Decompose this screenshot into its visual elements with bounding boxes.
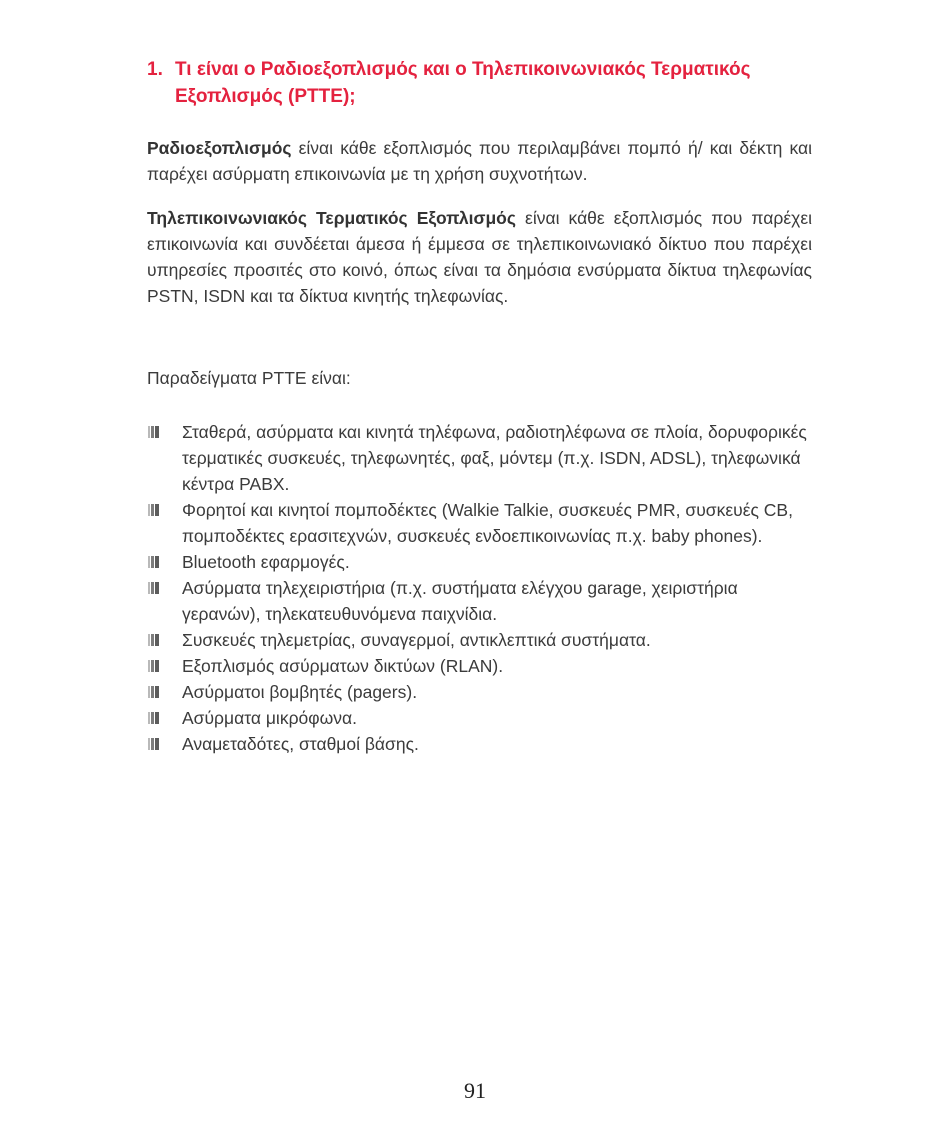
list-item [147,627,815,653]
bullet-icon [148,426,159,438]
page-number: 91 [464,1078,486,1103]
telecom-equipment-term: Τηλεπικοινωνιακός Τερματικός Εξοπλισμός [147,208,516,228]
list-item [147,575,815,627]
list-item-text: Ασύρματα μικρόφωνα. [182,708,357,728]
list-item [147,549,815,575]
list-item [147,497,815,549]
bullet-icon [148,712,159,724]
bullet-icon [148,556,159,568]
list-item-text: Σταθερά, ασύρματα και κινητά τηλέφωνα, ραδιοτηλέφωνα σε πλοία, δορυφορικές τερματικές συσκευές, τηλεφωνητές, φαξ, μόντεμ (π.χ. ISDN, ADSL), τηλεφωνικά κέντρα PABX. [182,422,807,494]
list-item-text: Συσκευές τηλεμετρίας, συναγερμοί, αντικλεπτικά συστήματα. [182,630,651,650]
list-item-text: Ασύρματα τηλεχειριστήρια (π.χ. συστήματα ελέγχου garage, χειριστήρια γερανών), τηλεκατευθυνόμενα παιχνίδια. [182,578,738,624]
bullet-icon [148,738,159,750]
list-item [147,705,815,731]
bullet-icon [148,660,159,672]
list-item-text: Ασύρματοι βομβητές (pagers). [182,682,418,702]
list-item [147,679,815,705]
list-item-text: Εξοπλισμός ασύρματων δικτύων (RLAN). [182,656,504,676]
telecom-equipment-definition [147,205,812,309]
radio-equipment-description: είναι κάθε εξοπλισμός που περιλαμβάνει πομπό ή/ και δέκτη και παρέχει ασύρματη επικοινωνία με τη χρήση συχνοτήτων. [147,138,812,184]
telecom-equipment-description: είναι κάθε εξοπλισμός που παρέχει επικοινωνία και συνδέεται άμεσα ή έμμεσα σε τηλεπικοινωνιακό δίκτυο που παρέχει υπηρεσίες προσιτές στο κοινό, όπως είναι τα δημόσια ενσύρματα δίκτυα τηλεφωνίας PSTN, ISDN και τα δίκτυα κινητής τηλεφωνίας. [147,208,813,306]
bullet-icon [148,686,159,698]
list-item [147,419,815,497]
bullet-icon [148,582,159,594]
list-item [147,731,815,757]
list-item-text: Φορητοί και κινητοί πομποδέκτες (Walkie Talkie, συσκευές PMR, συσκευές CB, πομποδέκτες ερασιτεχνών, συσκευές ενδοεπικοινωνίας π.χ. baby phones). [182,500,793,546]
section-title: Τι είναι ο Ραδιοεξοπλισμός και ο Τηλεπικοινωνιακός Τερματικός Εξοπλισμός (PTTE); [175,59,751,107]
list-item-text: Αναμεταδότες, σταθμοί βάσης. [182,734,419,754]
radio-equipment-term: Ραδιοεξοπλισμός [147,138,292,158]
list-item-text: Bluetooth εφαρμογές. [182,552,350,572]
examples-list [147,419,815,757]
list-item [147,653,815,679]
bullet-icon [148,634,159,646]
section-number: 1. [147,59,163,80]
section-heading [147,56,787,110]
bullet-icon [148,504,159,516]
examples-intro: Παραδείγματα PTTE είναι: [147,368,351,388]
radio-equipment-definition [147,135,812,187]
